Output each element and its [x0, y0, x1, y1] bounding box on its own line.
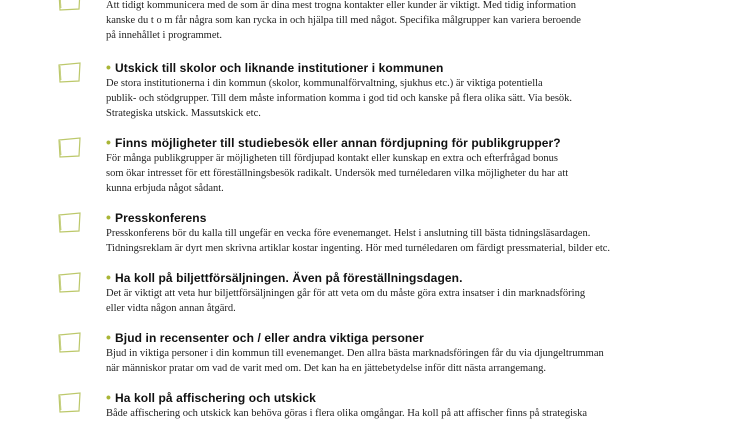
item-heading-text: Ha koll på affischering och utskick [115, 391, 316, 405]
checkbox-icon[interactable] [56, 390, 84, 414]
item-body [106, 151, 666, 196]
item-heading [106, 270, 666, 286]
item-heading [106, 60, 666, 76]
item-heading [106, 390, 666, 406]
item-heading-text: Presskonferens [115, 211, 207, 225]
checkbox-icon[interactable] [56, 135, 84, 159]
item-heading-text: Finns möjligheter till studiebesök eller annan fördjupning för publikgrupper? [115, 136, 561, 150]
item-body [106, 286, 666, 316]
body-line: publik- och stödgrupper. Till dem måste information komma i god tid och kanske på flera olika sätt. Via besök. [106, 93, 573, 104]
body-line: kanske du t o m får några som kan rycka in och hjälpa till med något. Specifika målgrupper kan variera beroende [106, 15, 581, 26]
item-body [106, 346, 666, 376]
body-line: Presskonferens bör du kalla till ungefär en vecka före evenemanget. Helst i anslutning till bästa tidningsläsardagen. [106, 228, 591, 239]
bullet-icon: • [106, 329, 112, 345]
body-line: Tidningsreklam är dyrt men skrivna artiklar kostar ingenting. Hör med turnéledaren om färdigt pressmaterial, bilder etc. [106, 243, 611, 254]
body-line: som ökar intresset för ett föreställningsbesök radikalt. Undersök med turnéledaren vilka möjligheter du har att [106, 168, 569, 179]
item-body [106, 226, 666, 256]
bullet-icon: • [106, 389, 112, 405]
body-line: när människor pratar om vad de varit med om. Det kan ha en jättebetydelse inför ditt nästa arrangemang. [106, 363, 546, 374]
item-heading [106, 210, 666, 226]
checkbox-icon[interactable] [56, 330, 84, 354]
checkbox-icon[interactable] [56, 60, 84, 84]
body-line: Bjud in viktiga personer i din kommun till evenemanget. Den allra bästa marknadsföringen får du via djungeltrumman [106, 348, 604, 359]
body-line: eller vidta någon annan åtgärd. [106, 303, 236, 314]
bullet-icon: • [106, 269, 112, 285]
bullet-icon: • [106, 209, 112, 225]
body-line: på innehållet i programmet. [106, 30, 223, 41]
checkbox-icon[interactable] [56, 0, 84, 12]
item-heading-text: Ha koll på biljettförsäljningen. Även på föreställningsdagen. [115, 271, 463, 285]
item-body [106, 76, 666, 121]
item-body [106, 0, 666, 43]
checkbox-icon[interactable] [56, 270, 84, 294]
body-line: Både affischering och utskick kan behöva göras i flera olika omgångar. Ha koll på att affischer finns på strategiska [106, 408, 587, 419]
body-line: Strategiska utskick. Massutskick etc. [106, 108, 261, 119]
bullet-icon: • [106, 59, 112, 75]
checkbox-icon[interactable] [56, 210, 84, 234]
item-heading-text: Bjud in recensenter och / eller andra viktiga personer [115, 331, 424, 345]
item-heading-text: Utskick till skolor och liknande institutioner i kommunen [115, 61, 444, 75]
body-line: För många publikgrupper är möjligheten till fördjupad kontakt eller kunskap en extra och efterfrågad bonus [106, 153, 558, 164]
bullet-icon: • [106, 134, 112, 150]
body-line: Att tidigt kommunicera med de som är dina mest trogna kontakter eller kunder är viktigt. Med tidig information [106, 0, 577, 11]
body-line: De stora institutionerna i din kommun (skolor, kommunalförvaltning, sjukhus etc.) är viktiga potentiella [106, 78, 543, 89]
item-heading [106, 330, 666, 346]
item-heading [106, 135, 666, 151]
body-line: Det är viktigt att veta hur biljettförsäljningen går för att veta om du måste göra extra insatser i din marknadsföring [106, 288, 586, 299]
body-line: kunna erbjuda något sådant. [106, 183, 224, 194]
